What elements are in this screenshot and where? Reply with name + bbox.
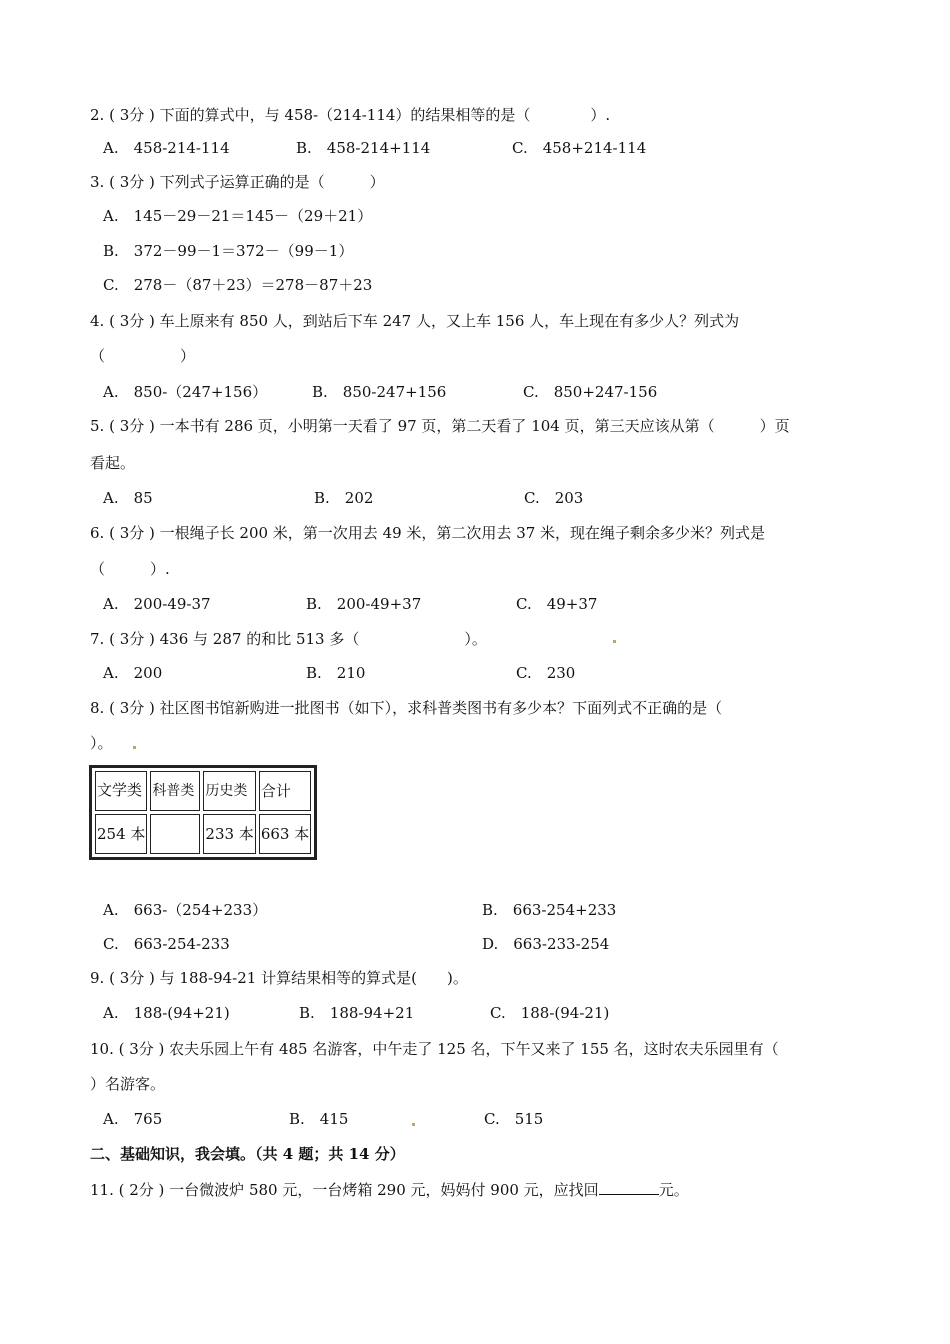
q9-stem: 9. ( 3分 ) 与 188-94-21 计算结果相等的算式是( )。 [90, 969, 468, 987]
scan-speck [613, 640, 616, 643]
q6-option-b: B. 200-49+37 [306, 595, 422, 613]
table-header-cell: 合计 [259, 771, 311, 811]
q6-option-a: A. 200-49-37 [103, 595, 211, 613]
q8-stem: 8. ( 3分 ) 社区图书馆新购进一批图书（如下），求科普类图书有多少本？下面列式不正确的是（ [90, 699, 723, 717]
q4-stem-cont: （ ） [90, 347, 196, 365]
q7-option-b: B. 210 [306, 664, 366, 682]
q2-option-b: B. 458-214+114 [296, 139, 431, 157]
q10-option-b: B. 415 [289, 1110, 349, 1128]
q10-option-a: A. 765 [103, 1110, 163, 1128]
q8-option-c: C. 663-254-233 [103, 935, 230, 953]
q11-stem [90, 1180, 689, 1200]
q6-stem: 6. ( 3分 ) 一根绳子长 200 米，第一次用去 49 米，第二次用去 37 米，现在绳子剩余多少米？列式是 [90, 524, 766, 542]
q7-option-c: C. 230 [516, 664, 576, 682]
q3-option-b: B. 372－99－1＝372－（99－1） [103, 242, 354, 260]
table-row [95, 814, 311, 854]
q11-stem-text-end: 元。 [658, 1181, 689, 1199]
q5-option-c: C. 203 [524, 489, 584, 507]
q7-stem: 7. ( 3分 ) 436 与 287 的和比 513 多（ ）。 [90, 630, 487, 648]
table-cell: 254 本 [95, 814, 147, 854]
q7-option-a: A. 200 [103, 664, 163, 682]
q5-stem: 5. ( 3分 ) 一本书有 286 页，小明第一天看了 97 页，第二天看了 104 页，第三天应该从第（ ）页 [90, 417, 790, 435]
table-cell [150, 814, 200, 854]
table-header-row [95, 771, 311, 811]
q2-option-a: A. 458-214-114 [103, 139, 230, 157]
q8-option-a: A. 663-（254+233） [103, 901, 268, 919]
q10-stem-cont: ）名游客。 [90, 1075, 166, 1093]
q3-option-c: C. 278－（87＋23）＝278－87＋23 [103, 276, 373, 294]
scan-speck [133, 746, 136, 749]
table-cell: 233 本 [203, 814, 255, 854]
q11-stem-text: 11. ( 2分 ) 一台微波炉 580 元，一台烤箱 290 元，妈妈付 900 元，应找回 [90, 1181, 599, 1199]
q3-stem: 3. ( 3分 ) 下列式子运算正确的是（ ） [90, 173, 385, 191]
q6-option-c: C. 49+37 [516, 595, 598, 613]
q5-option-b: B. 202 [314, 489, 374, 507]
q2-stem: 2. ( 3分 ) 下面的算式中，与 458-（214-114）的结果相等的是（ ）. [90, 106, 611, 124]
book-table [89, 765, 317, 860]
q3-option-a: A. 145－29－21＝145－（29＋21） [103, 207, 373, 225]
q11-answer-blank[interactable] [599, 1180, 659, 1195]
table-header-cell: 文学类 [95, 771, 147, 811]
q6-stem-cont: （ ）. [90, 560, 170, 578]
q9-option-c: C. 188-(94-21) [490, 1004, 610, 1022]
q4-option-b: B. 850-247+156 [312, 383, 447, 401]
table-cell: 663 本 [259, 814, 311, 854]
q10-option-c: C. 515 [484, 1110, 544, 1128]
q8-stem-cont: ）。 [90, 734, 113, 752]
table-header-cell: 科普类 [150, 771, 200, 811]
table-header-cell: 历史类 [203, 771, 255, 811]
scan-speck [412, 1123, 415, 1126]
q8-option-b: B. 663-254+233 [482, 901, 617, 919]
section-2-title: 二、基础知识，我会填。（共 4 题；共 14 分） [90, 1145, 405, 1163]
q8-option-d: D. 663-233-254 [482, 935, 610, 953]
q10-stem: 10. ( 3分 ) 农夫乐园上午有 485 名游客，中午走了 125 名，下午又来了 155 名，这时农夫乐园里有（ [90, 1040, 779, 1058]
q4-option-a: A. 850-（247+156） [103, 383, 268, 401]
q4-option-c: C. 850+247-156 [523, 383, 658, 401]
q9-option-b: B. 188-94+21 [299, 1004, 415, 1022]
q5-stem-cont: 看起。 [90, 454, 136, 472]
q4-stem: 4. ( 3分 ) 车上原来有 850 人，到站后下车 247 人，又上车 156 人，车上现在有多少人？列式为 [90, 312, 740, 330]
q5-option-a: A. 85 [103, 489, 153, 507]
q2-option-c: C. 458+214-114 [512, 139, 647, 157]
q9-option-a: A. 188-(94+21) [103, 1004, 230, 1022]
